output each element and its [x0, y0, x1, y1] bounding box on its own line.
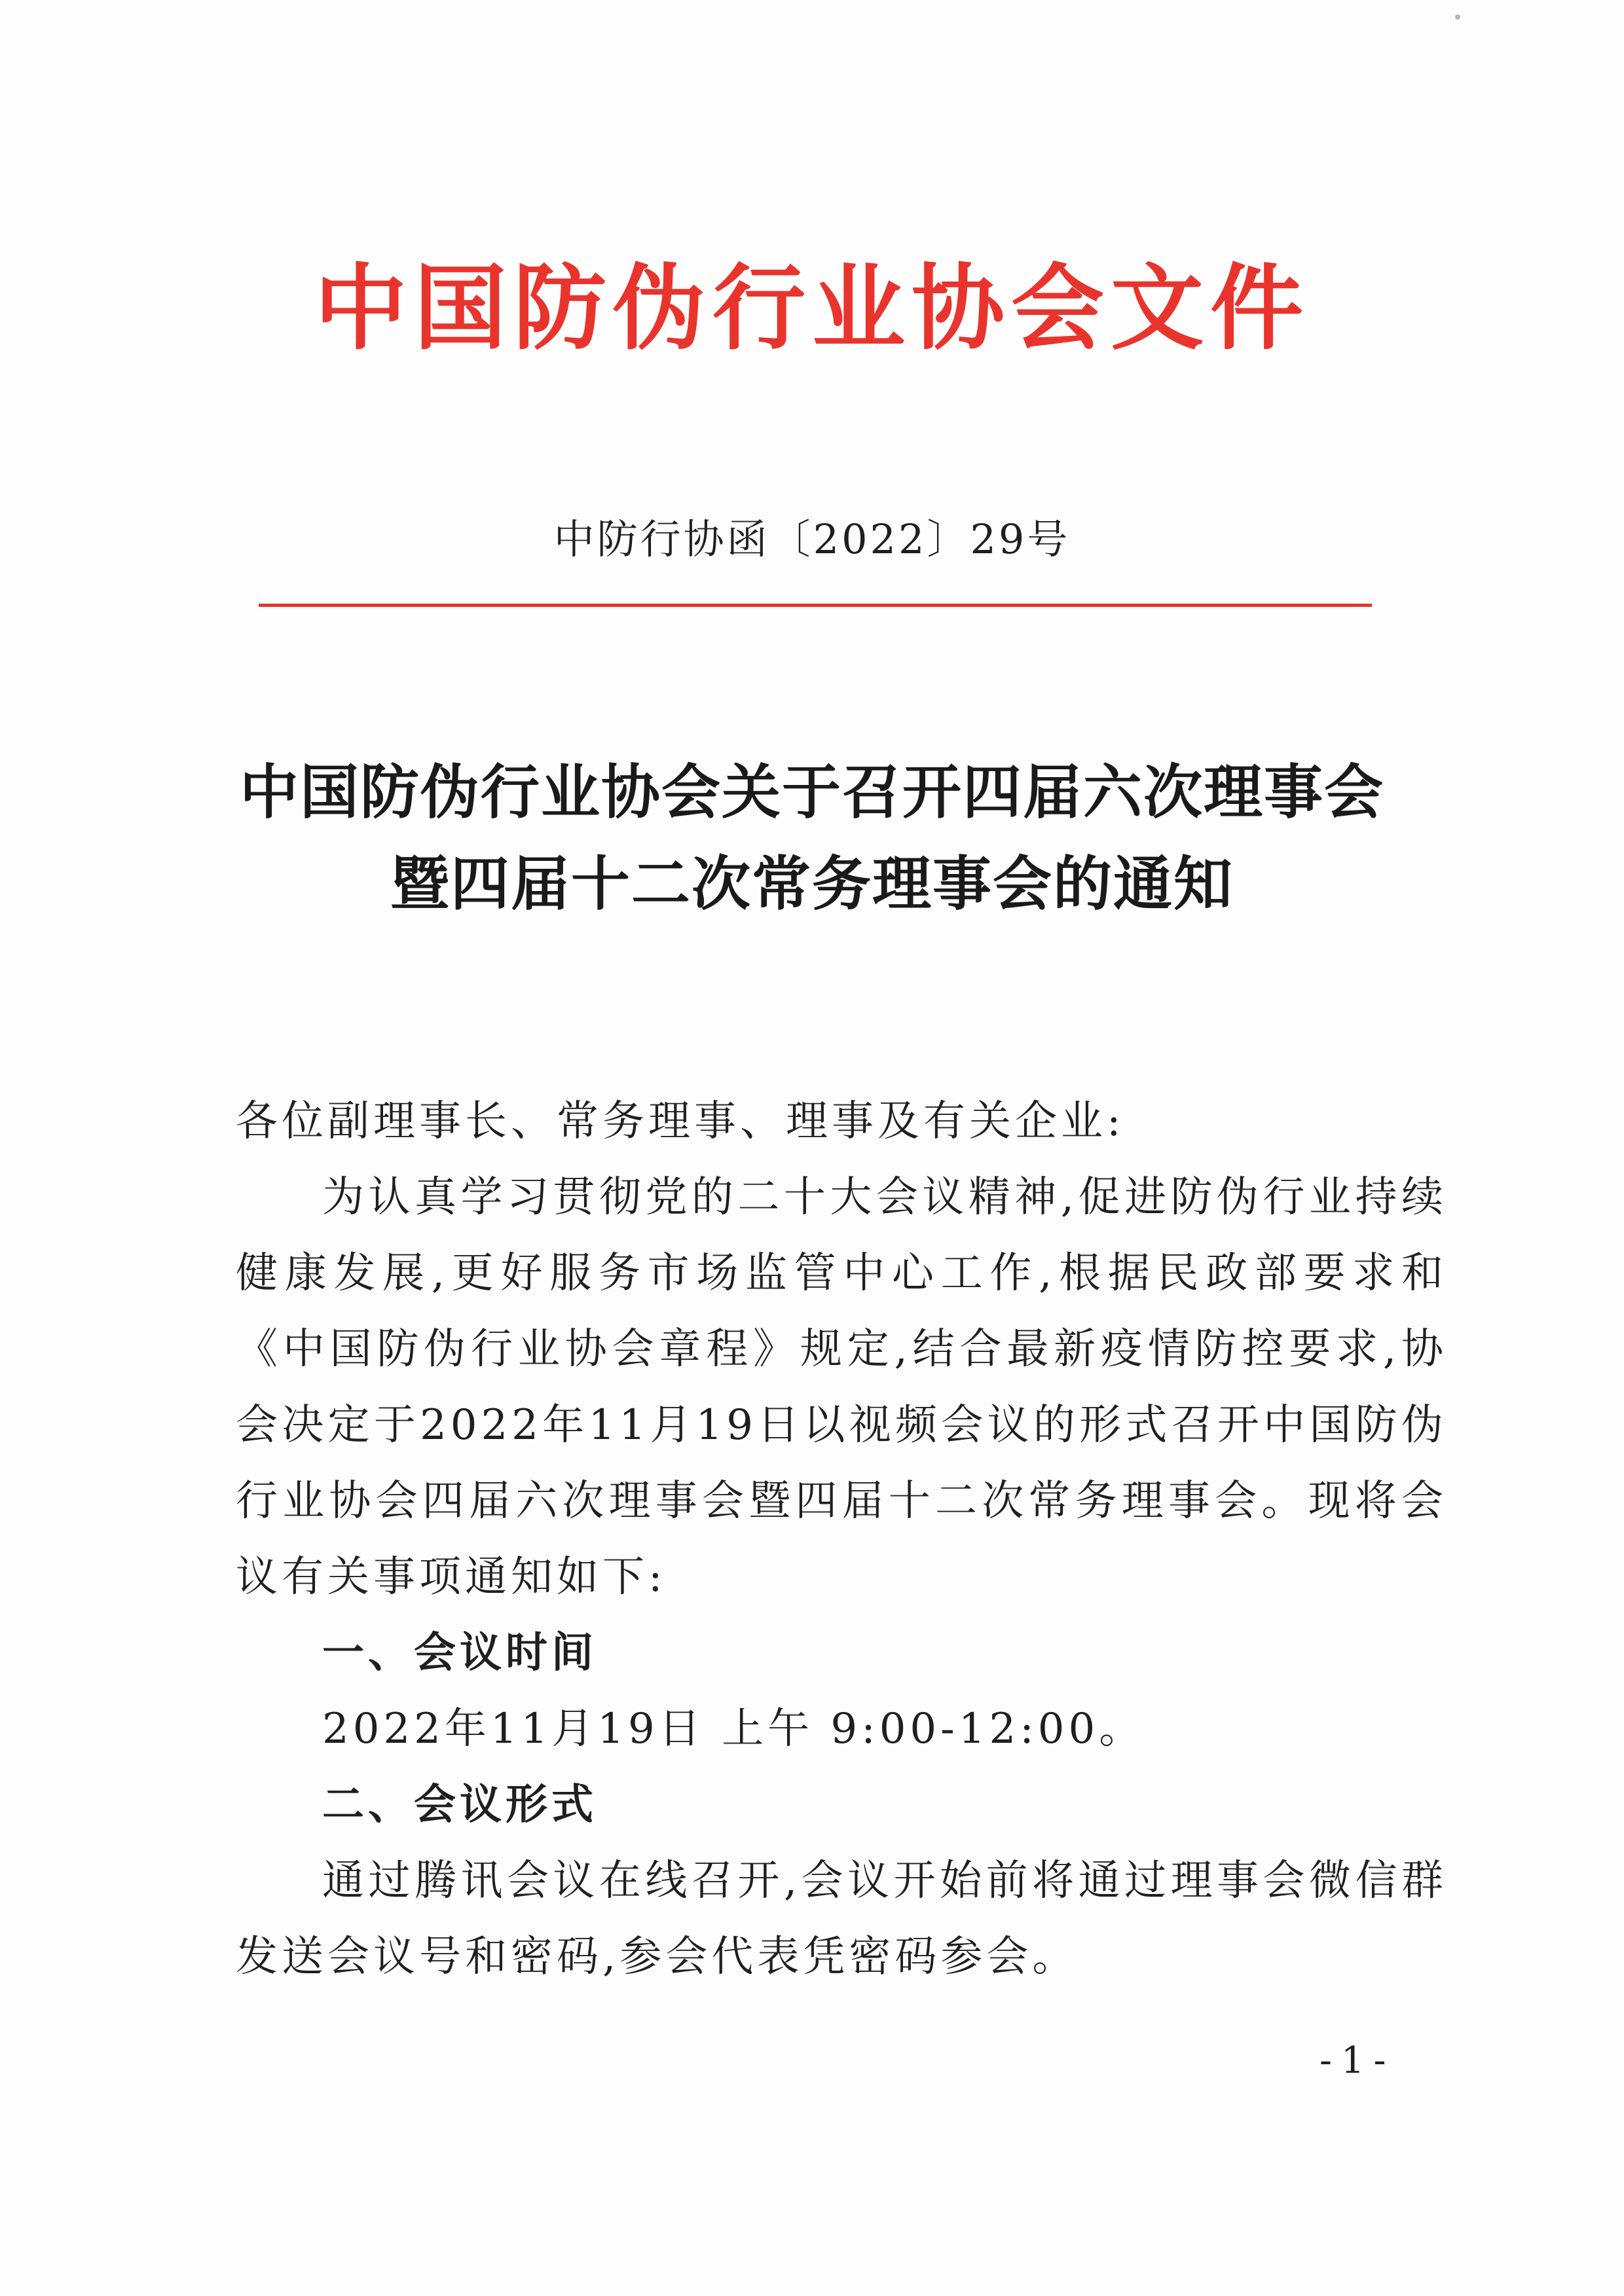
document-header-title: 中国防伪行业协会文件 [314, 254, 1310, 363]
notice-title-line-1: 中国防伪行业协会关于召开四届六次理事会 [240, 757, 1384, 827]
notice-title-line-2: 暨四届十二次常务理事会的通知 [390, 849, 1234, 919]
section-heading-time: 一、会议时间 [322, 1628, 597, 1677]
notice-title [0, 746, 1624, 930]
section-heading-format: 二、会议形式 [322, 1780, 597, 1829]
page-number: -1- [1320, 2039, 1395, 2082]
header-divider [259, 604, 1372, 607]
document-number: 中防行协函〔2022〕29号 [553, 515, 1071, 563]
section-text-time: 2022年11月19日 上午 9:00-12:00。 [322, 1705, 1145, 1753]
scan-mark [1455, 14, 1460, 20]
salutation: 各位副理事长、常务理事、理事及有关企业: [236, 1097, 1125, 1146]
intro-paragraph: 为认真学习贯彻党的二十大会议精神,促进防伪行业持续健康发展,更好服务市场监管中心工作,根据民政部要求和《中国防伪行业协会章程》规定,结合最新疫情防控要求,协会决定于2022年11月19日以视频会议的形式召开中国防伪行业协会四届六次理事会暨四届十二次常务理事会。现将会议有关事项通知如下: [236, 1173, 1447, 1601]
notice-body [236, 1084, 1447, 1995]
section-text-format: 通过腾讯会议在线召开,会议开始前将通过理事会微信群发送会议号和密码,参会代表凭密码参会。 [236, 1857, 1447, 1981]
